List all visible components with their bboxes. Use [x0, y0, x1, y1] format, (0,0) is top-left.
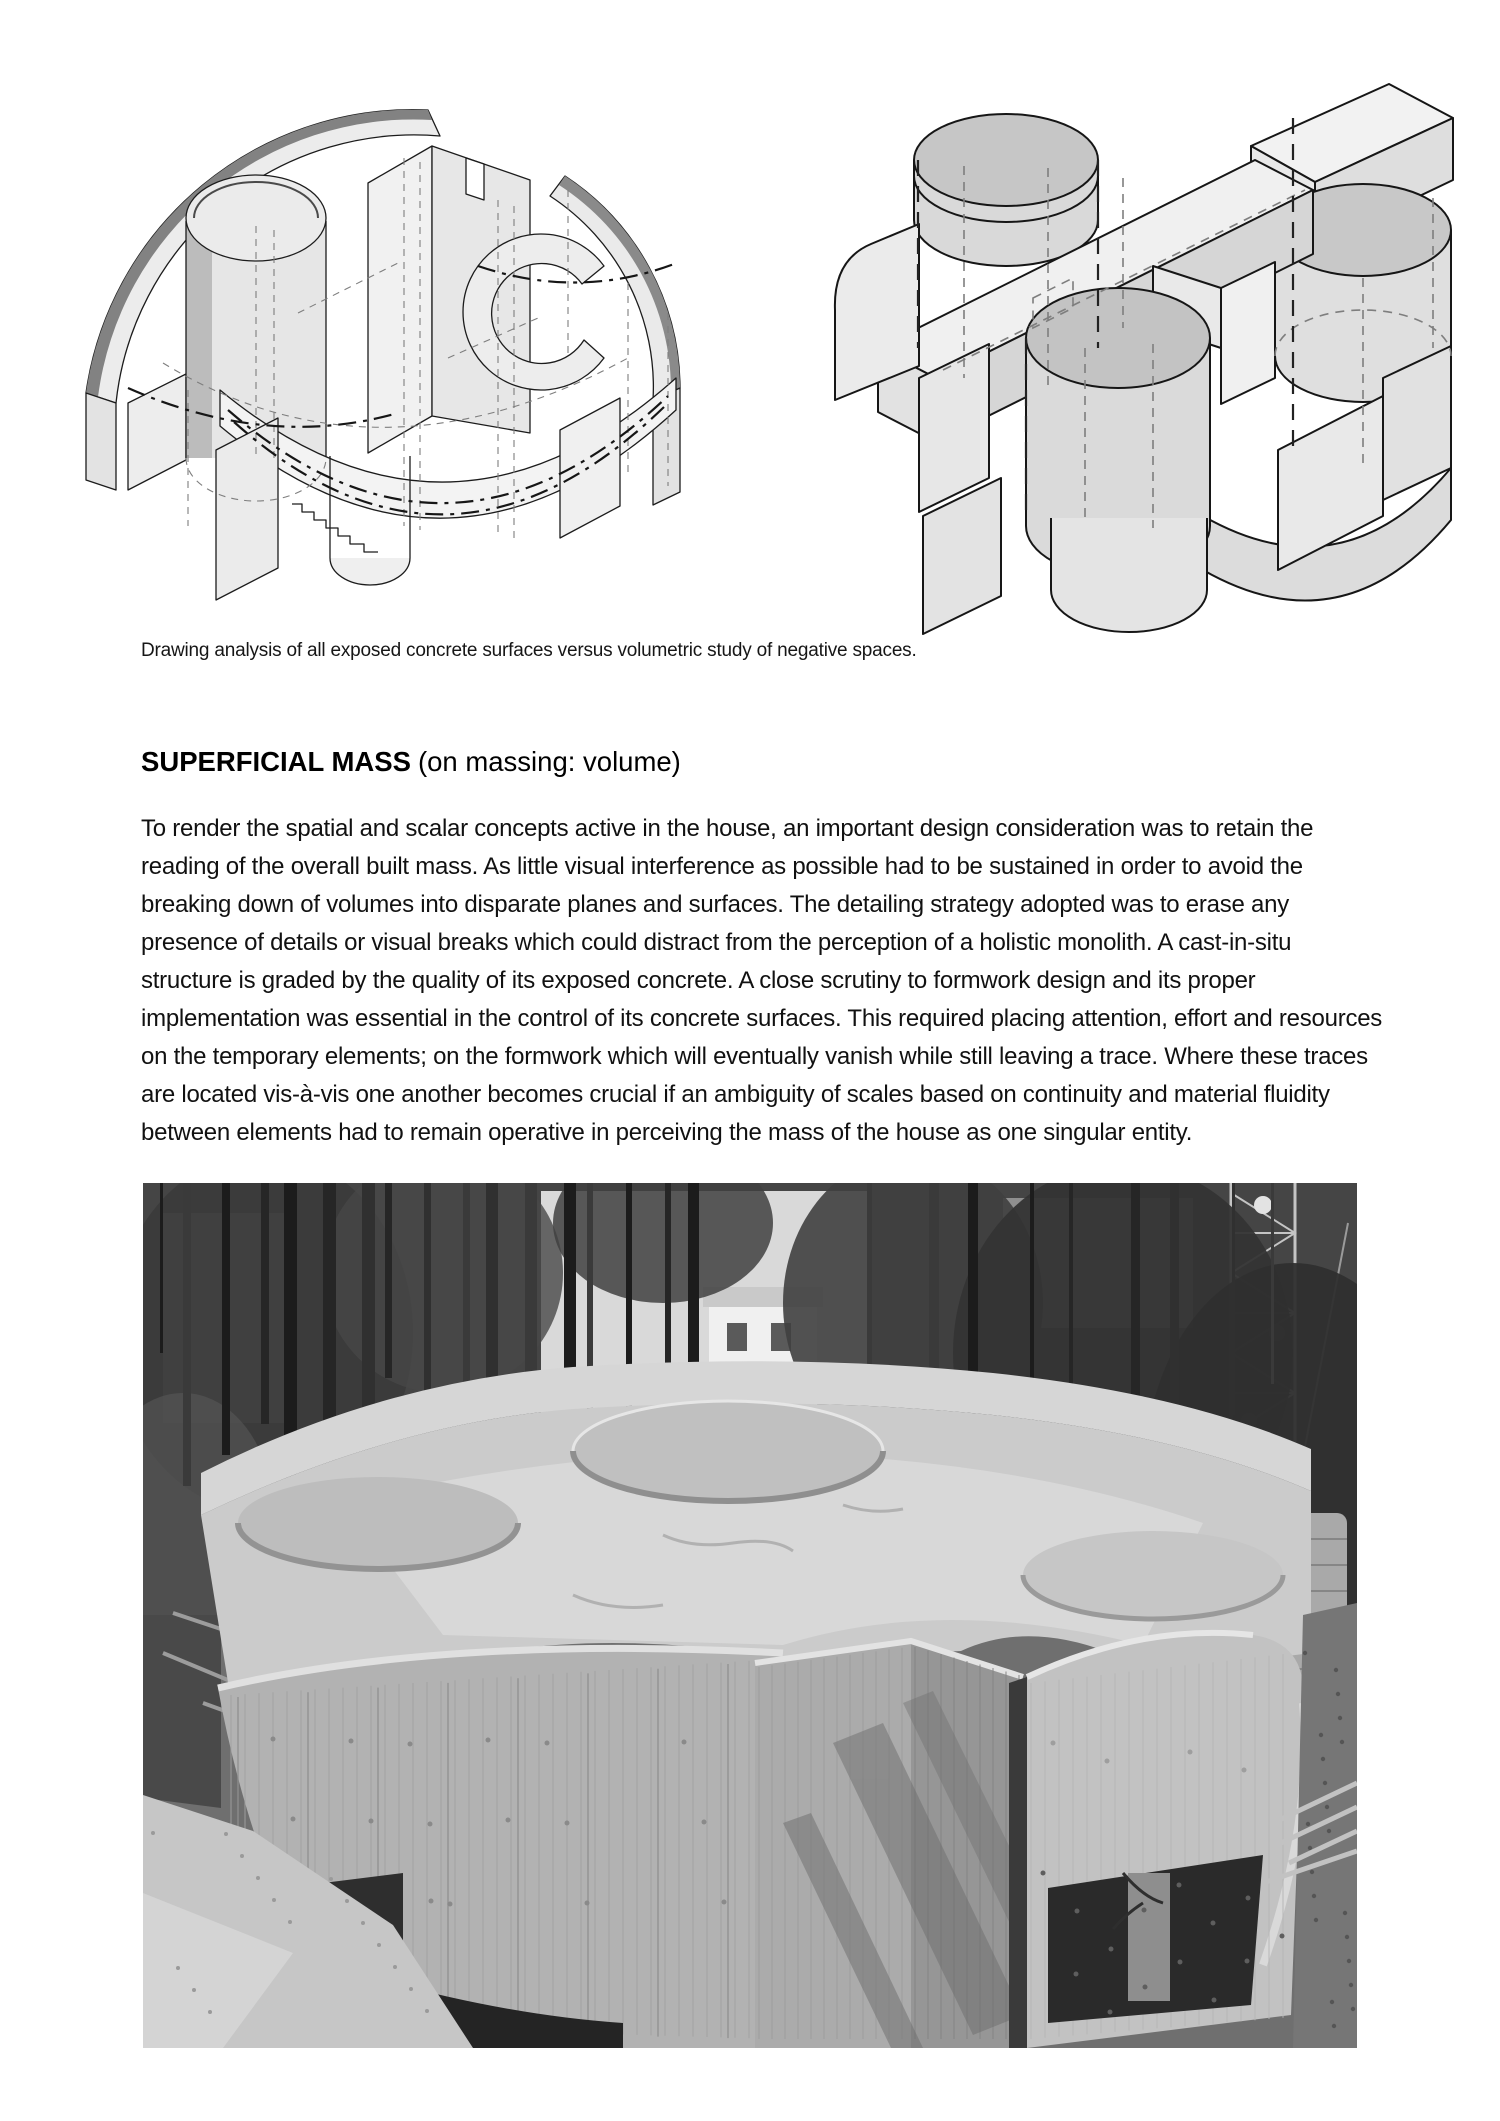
section-heading-subtitle: (on massing: volume): [417, 746, 681, 777]
figure-negative-spaces-volumetric-study: [823, 48, 1471, 646]
section-heading: [141, 746, 681, 778]
body-paragraph: To render the spatial and scalar concepts active in the house, an important design consideration was to retain the reading of the overall built mass. As little visual interference as possible had to be sustained in order to avoid the breaking down of volumes into disparate planes and surfaces. The detailing strategy adopted was to erase any presence of details or visual breaks which could distract from the perception of a holistic monolith. A cast-in-situ structure is graded by the quality of its exposed concrete. A close scrutiny to formwork design and its proper implementation was essential in the control of its concrete surfaces. This required placing attention, effort and resources on the temporary elements; on the formwork which will eventually vanish while still leaving a trace. Where these traces are located vis-à-vis one another becomes crucial if an ambiguity of scales based on continuity and material fluidity between elements had to remain operative in perceiving the mass of the house as one singular entity.: [141, 815, 1383, 1146]
photo-construction-site: [143, 1183, 1357, 2048]
surface-drawing-lines: [86, 110, 680, 600]
figure-exposed-concrete-surfaces-drawing: [68, 58, 716, 650]
figure-caption: Drawing analysis of all exposed concrete surfaces versus volumetric study of negative spaces.: [141, 640, 917, 661]
section-heading-title: SUPERFICIAL MASS: [141, 746, 411, 777]
volume-drawing-lines: [835, 84, 1453, 634]
